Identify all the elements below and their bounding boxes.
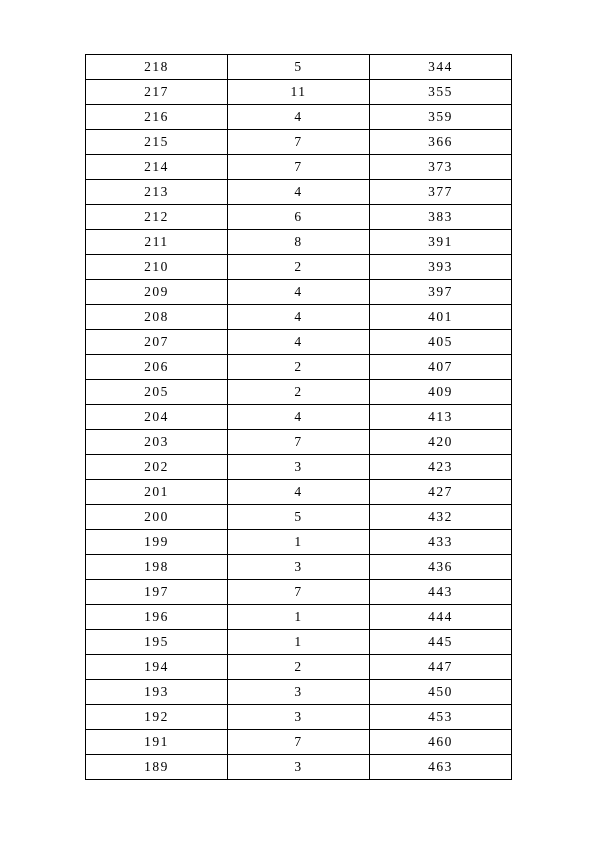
count-cell: 7 — [228, 730, 370, 755]
score-cell: 215 — [86, 130, 228, 155]
table-row — [86, 655, 512, 680]
cumulative-count-cell: 407 — [370, 355, 512, 380]
cumulative-count-cell: 423 — [370, 455, 512, 480]
table-row — [86, 530, 512, 555]
count-cell: 1 — [228, 630, 370, 655]
score-cell: 211 — [86, 230, 228, 255]
score-cell: 194 — [86, 655, 228, 680]
score-cell: 195 — [86, 630, 228, 655]
cumulative-count-cell: 405 — [370, 330, 512, 355]
table-row — [86, 330, 512, 355]
score-cell: 200 — [86, 505, 228, 530]
cumulative-count-cell: 401 — [370, 305, 512, 330]
count-cell: 3 — [228, 755, 370, 780]
table-row — [86, 230, 512, 255]
count-cell: 1 — [228, 605, 370, 630]
table-row — [86, 480, 512, 505]
cumulative-count-cell: 445 — [370, 630, 512, 655]
table-row — [86, 755, 512, 780]
table-row — [86, 280, 512, 305]
table-row — [86, 580, 512, 605]
cumulative-count-cell: 447 — [370, 655, 512, 680]
count-cell: 6 — [228, 205, 370, 230]
cumulative-count-cell: 460 — [370, 730, 512, 755]
table-row — [86, 555, 512, 580]
count-cell: 4 — [228, 280, 370, 305]
table-row — [86, 255, 512, 280]
score-cell: 203 — [86, 430, 228, 455]
cumulative-count-cell: 436 — [370, 555, 512, 580]
cumulative-count-cell: 383 — [370, 205, 512, 230]
count-cell: 4 — [228, 180, 370, 205]
count-cell: 5 — [228, 505, 370, 530]
table-row — [86, 630, 512, 655]
count-cell: 2 — [228, 355, 370, 380]
score-cell: 189 — [86, 755, 228, 780]
table-row — [86, 405, 512, 430]
table-row — [86, 380, 512, 405]
table-row — [86, 455, 512, 480]
score-cell: 191 — [86, 730, 228, 755]
count-cell: 7 — [228, 155, 370, 180]
count-cell: 5 — [228, 55, 370, 80]
table-row — [86, 130, 512, 155]
cumulative-count-cell: 450 — [370, 680, 512, 705]
cumulative-count-cell: 444 — [370, 605, 512, 630]
score-cell: 197 — [86, 580, 228, 605]
count-cell: 2 — [228, 255, 370, 280]
count-cell: 3 — [228, 705, 370, 730]
score-cell: 212 — [86, 205, 228, 230]
count-cell: 8 — [228, 230, 370, 255]
cumulative-count-cell: 463 — [370, 755, 512, 780]
table-row — [86, 205, 512, 230]
cumulative-count-cell: 366 — [370, 130, 512, 155]
score-cell: 199 — [86, 530, 228, 555]
table-row — [86, 355, 512, 380]
cumulative-count-cell: 355 — [370, 80, 512, 105]
count-cell: 3 — [228, 455, 370, 480]
table-row — [86, 505, 512, 530]
cumulative-count-cell: 373 — [370, 155, 512, 180]
table-row — [86, 55, 512, 80]
score-cell: 217 — [86, 80, 228, 105]
table-row — [86, 305, 512, 330]
score-distribution-table — [85, 54, 512, 780]
count-cell: 2 — [228, 380, 370, 405]
cumulative-count-cell: 453 — [370, 705, 512, 730]
cumulative-count-cell: 397 — [370, 280, 512, 305]
cumulative-count-cell: 344 — [370, 55, 512, 80]
score-cell: 198 — [86, 555, 228, 580]
score-cell: 218 — [86, 55, 228, 80]
cumulative-count-cell: 432 — [370, 505, 512, 530]
table-row — [86, 180, 512, 205]
count-cell: 7 — [228, 430, 370, 455]
score-cell: 193 — [86, 680, 228, 705]
count-cell: 4 — [228, 305, 370, 330]
score-cell: 209 — [86, 280, 228, 305]
count-cell: 7 — [228, 130, 370, 155]
table-row — [86, 680, 512, 705]
score-cell: 216 — [86, 105, 228, 130]
cumulative-count-cell: 393 — [370, 255, 512, 280]
score-cell: 205 — [86, 380, 228, 405]
cumulative-count-cell: 433 — [370, 530, 512, 555]
count-cell: 4 — [228, 330, 370, 355]
table-row — [86, 80, 512, 105]
count-cell: 4 — [228, 480, 370, 505]
score-cell: 213 — [86, 180, 228, 205]
table-row — [86, 605, 512, 630]
cumulative-count-cell: 409 — [370, 380, 512, 405]
cumulative-count-cell: 359 — [370, 105, 512, 130]
score-cell: 202 — [86, 455, 228, 480]
cumulative-count-cell: 413 — [370, 405, 512, 430]
score-cell: 210 — [86, 255, 228, 280]
score-cell: 201 — [86, 480, 228, 505]
table-row — [86, 105, 512, 130]
count-cell: 1 — [228, 530, 370, 555]
table-row — [86, 730, 512, 755]
cumulative-count-cell: 377 — [370, 180, 512, 205]
score-cell: 196 — [86, 605, 228, 630]
count-cell: 4 — [228, 405, 370, 430]
table-row — [86, 155, 512, 180]
score-cell: 206 — [86, 355, 228, 380]
table-body — [86, 55, 512, 780]
score-cell: 207 — [86, 330, 228, 355]
cumulative-count-cell: 427 — [370, 480, 512, 505]
score-cell: 192 — [86, 705, 228, 730]
cumulative-count-cell: 443 — [370, 580, 512, 605]
cumulative-count-cell: 391 — [370, 230, 512, 255]
count-cell: 4 — [228, 105, 370, 130]
table-row — [86, 705, 512, 730]
count-cell: 11 — [228, 80, 370, 105]
count-cell: 3 — [228, 680, 370, 705]
count-cell: 2 — [228, 655, 370, 680]
count-cell: 7 — [228, 580, 370, 605]
count-cell: 3 — [228, 555, 370, 580]
score-cell: 204 — [86, 405, 228, 430]
score-cell: 214 — [86, 155, 228, 180]
table-row — [86, 430, 512, 455]
cumulative-count-cell: 420 — [370, 430, 512, 455]
score-cell: 208 — [86, 305, 228, 330]
